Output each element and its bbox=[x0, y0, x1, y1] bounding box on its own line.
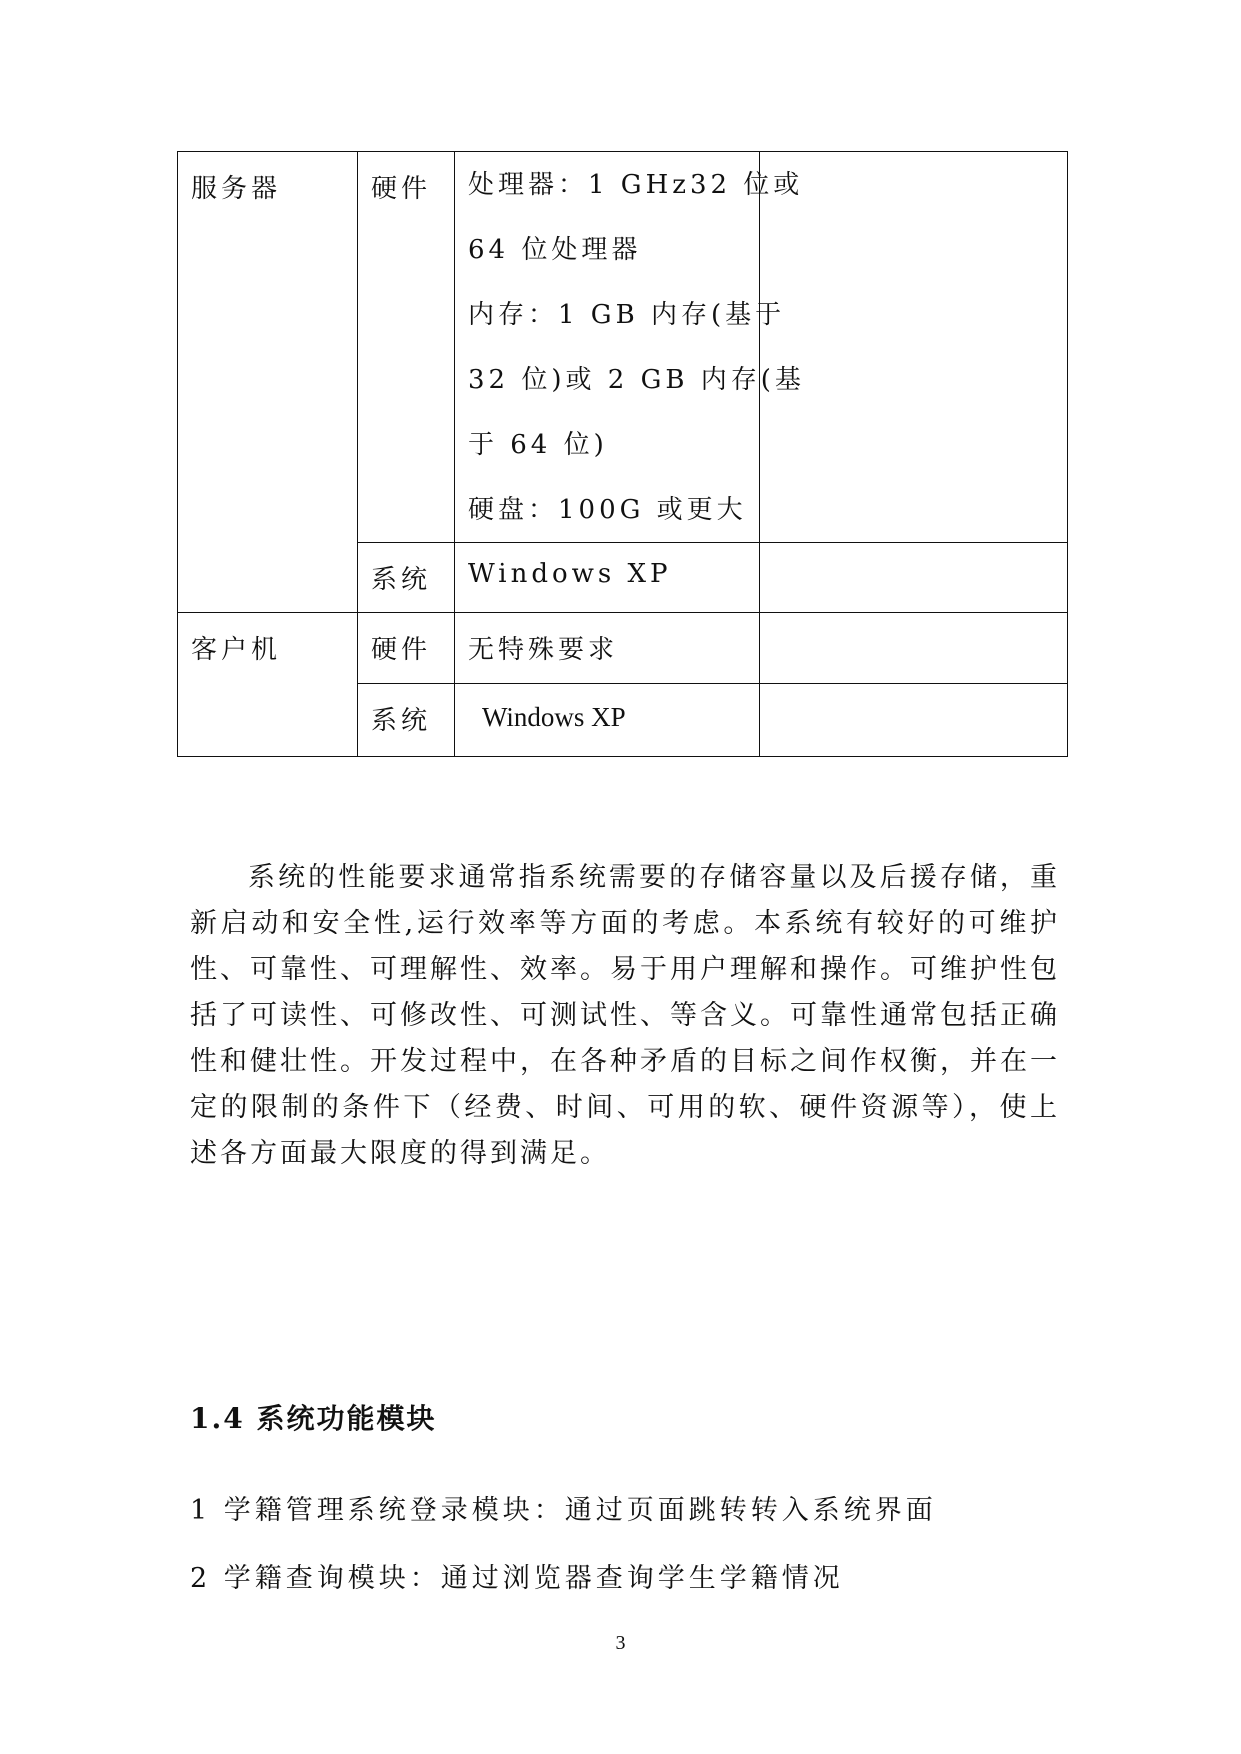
client-system-value: Windows XP bbox=[482, 702, 626, 732]
client-hardware-label: 硬件 bbox=[371, 635, 432, 665]
client-system-value-cell bbox=[455, 684, 760, 757]
server-system-value: Windows XP bbox=[468, 559, 672, 589]
client-hardware-value: 无特殊要求 bbox=[468, 635, 619, 665]
performance-paragraph: 系统的性能要求通常指系统需要的存储容量以及后援存储，重新启动和安全性,运行效率等方面的考虑。本系统有较好的可维护性、可靠性、可理解性、效率。易于用户理解和操作。可维护性包括了可读性、可修改性、可测试性、等含义。可靠性通常包括正确性和健壮性。开发过程中，在各种矛盾的目标之间作权衡，并在一定的限制的条件下（经费、时间、可用的软、硬件资源等），使上述各方面最大限度的得到满足。 bbox=[190, 862, 1060, 1169]
server-label-cell bbox=[178, 152, 358, 613]
server-system-label-cell bbox=[358, 543, 455, 613]
empty-cell bbox=[760, 543, 1068, 613]
empty-cell bbox=[760, 152, 1068, 543]
requirements-table bbox=[177, 151, 1068, 757]
server-system-label: 系统 bbox=[371, 565, 432, 595]
spec-line: 32 位)或 2 GB 内存(基 bbox=[468, 365, 805, 395]
spec-line: 内存：1 GB 内存(基于 bbox=[468, 300, 786, 330]
client-label-cell bbox=[178, 613, 358, 757]
client-label: 客户机 bbox=[191, 635, 282, 665]
section-heading: 1.4 系统功能模块 bbox=[190, 1402, 437, 1435]
client-system-label-cell bbox=[358, 684, 455, 757]
client-system-label: 系统 bbox=[371, 706, 432, 736]
module-item: 2 学籍查询模块：通过浏览器查询学生学籍情况 bbox=[190, 1563, 844, 1594]
server-system-value-cell bbox=[455, 543, 760, 613]
server-hardware-label-cell bbox=[358, 152, 455, 543]
page-number: 3 bbox=[615, 1632, 626, 1654]
spec-line: 于 64 位) bbox=[468, 430, 608, 460]
server-hardware-spec-cell bbox=[455, 152, 805, 543]
spec-line: 64 位处理器 bbox=[468, 235, 642, 265]
spec-line: 处理器：1 GHz32 位或 bbox=[468, 170, 804, 200]
server-hardware-label: 硬件 bbox=[371, 174, 432, 204]
server-label: 服务器 bbox=[191, 174, 282, 204]
empty-cell bbox=[760, 613, 1068, 684]
client-hardware-value-cell bbox=[455, 613, 760, 684]
client-hardware-label-cell bbox=[358, 613, 455, 684]
spec-line: 硬盘：100G 或更大 bbox=[468, 495, 747, 525]
empty-cell bbox=[760, 684, 1068, 757]
module-item: 1 学籍管理系统登录模块：通过页面跳转转入系统界面 bbox=[190, 1495, 937, 1526]
